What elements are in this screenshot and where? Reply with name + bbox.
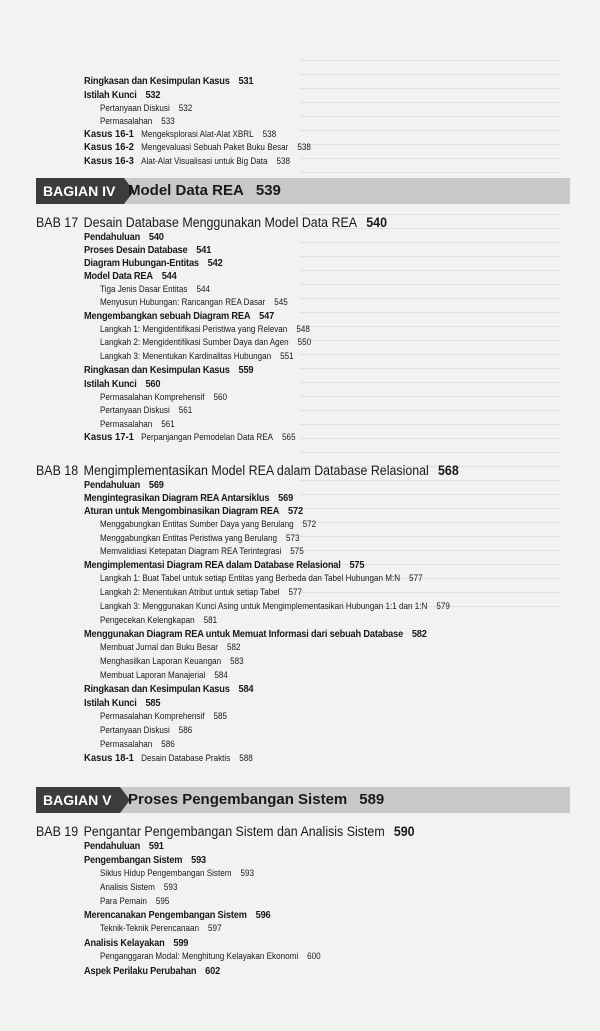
page-number: 540 (366, 215, 387, 230)
toc-entry (100, 547, 304, 556)
entry-title: Menggabungkan Entitas Peristiwa yang Berulang (100, 533, 277, 543)
toc-entry (84, 629, 427, 640)
toc-entry (100, 420, 175, 429)
page-number: 560 (213, 392, 227, 402)
toc-entry (84, 966, 220, 977)
page-number: 550 (297, 337, 312, 347)
entry-title: Pendahuluan (84, 840, 141, 852)
page-number: 540 (148, 231, 164, 243)
part-title-line (128, 787, 384, 813)
toc-entry (100, 338, 311, 347)
entry-title: Mengimplementasikan Model REA dalam Database Relasional (83, 463, 429, 478)
toc-entry (100, 117, 175, 126)
entry-title: Permasalahan (100, 419, 153, 429)
page-number: 538 (262, 129, 277, 139)
page-number: 583 (230, 656, 244, 666)
toc-entry (100, 602, 450, 611)
entry-title: Merencanakan Pengembangan Sistem (84, 909, 247, 921)
toc-entry (100, 298, 288, 307)
toc-entry (100, 712, 227, 721)
entry-title: Penganggaran Modal: Menghitung Kelayakan Ekonomi (100, 951, 299, 961)
toc-entry (100, 643, 240, 652)
entry-title: Siklus Hidup Pengembangan Sistem (100, 868, 232, 878)
page-number: 582 (411, 628, 427, 640)
toc-entry (100, 952, 321, 961)
entry-title: Langkah 3: Menggunakan Kunci Asing untuk Mengimplementasikan Hubungan 1:1 dan 1:N (100, 601, 428, 611)
entry-title: Model Data REA (84, 270, 153, 282)
entry-title: Membuat Jurnal dan Buku Besar (100, 642, 218, 652)
page-number: 599 (173, 937, 189, 949)
entry-title: Diagram Hubungan-Entitas (84, 257, 199, 269)
toc-entry (100, 657, 244, 666)
entry-title: Pertanyaan Diskusi (100, 405, 170, 415)
entry-title: Mengembangkan sebuah Diagram REA (84, 310, 251, 322)
page-number: 602 (205, 965, 221, 977)
entry-title: Pengantar Pengembangan Sistem dan Analisis Sistem (83, 824, 385, 839)
entry-title: Langkah 1: Mengidentifikasi Peristiwa yang Relevan (100, 324, 288, 334)
toc-entry (84, 480, 164, 491)
scanner-watermark (583, 870, 597, 1020)
page-number: 584 (214, 670, 228, 680)
entry-title: Menggunakan Diagram REA untuk Memuat Informasi dari sebuah Database (84, 628, 404, 640)
chapter-heading (36, 216, 387, 230)
entry-title: Istilah Kunci (84, 378, 137, 390)
toc-entry (100, 393, 227, 402)
entry-title: Mengimplementasi Diagram REA dalam Database Relasional (84, 559, 341, 571)
case-entry (84, 142, 311, 153)
case-code: Kasus 16-2 (84, 141, 134, 153)
page-number: 569 (148, 479, 164, 491)
entry-title: Mengintegrasikan Diagram REA Antarsiklus (84, 492, 270, 504)
entry-title: Teknik-Teknik Perencanaan (100, 923, 200, 933)
page-number: 533 (161, 116, 175, 126)
page-number: 591 (148, 840, 164, 852)
entry-title: Langkah 3: Menentukan Kardinalitas Hubungan (100, 351, 272, 361)
case-code: Kasus 18-1 (84, 752, 134, 764)
entry-title: Ringkasan dan Kesimpulan Kasus (84, 683, 230, 695)
entry-title: Menghasilkan Laporan Keuangan (100, 656, 222, 666)
entry-title: Mengevaluasi Sebuah Paket Buku Besar (141, 142, 289, 152)
page-number: 597 (208, 923, 222, 933)
entry-title: Istilah Kunci (84, 89, 137, 101)
entry-title: Permasalahan (100, 116, 153, 126)
toc-entry (100, 285, 210, 294)
part-tag: BAGIAN V (36, 787, 120, 813)
toc-entry (84, 698, 160, 709)
toc-entry (84, 90, 160, 101)
case-entry (84, 129, 276, 140)
toc-entry (100, 671, 228, 680)
toc-entry (100, 325, 310, 334)
page-number: 532 (178, 103, 193, 113)
entry-title: Aturan untuk Mengombinasikan Diagram REA (84, 505, 280, 517)
entry-title: Ringkasan dan Kesimpulan Kasus (84, 364, 230, 376)
toc-entry (84, 938, 188, 949)
toc-entry (84, 379, 160, 390)
part-page: 539 (255, 182, 281, 199)
page-number: 586 (161, 739, 175, 749)
toc-entry (84, 506, 303, 517)
entry-title: Alat-Alat Visualisasi untuk Big Data (141, 156, 268, 166)
toc-entry (100, 869, 254, 878)
page-number: 582 (226, 642, 241, 652)
part-header-5 (36, 787, 570, 813)
page-number: 577 (288, 587, 303, 597)
entry-title: Langkah 1: Buat Tabel untuk setiap Entitas yang Berbeda dan Tabel Hubungan M:N (100, 573, 401, 583)
entry-title: Perpanjangan Pemodelan Data REA (141, 432, 274, 442)
entry-title: Menggabungkan Entitas Sumber Daya yang Berulang (100, 519, 294, 529)
page-number: 575 (290, 546, 304, 556)
page-number: 596 (255, 909, 271, 921)
case-entry (84, 156, 290, 167)
entry-title: Aspek Perilaku Perubahan (84, 965, 197, 977)
page-number: 588 (239, 753, 253, 763)
entry-title: Para Pemain (100, 896, 147, 906)
toc-entry (84, 76, 253, 87)
entry-title: Proses Desain Database (84, 244, 188, 256)
page-number: 585 (145, 697, 161, 709)
toc-entry (100, 534, 299, 543)
entry-title: Tiga Jenis Dasar Entitas (100, 284, 188, 294)
page-number: 559 (238, 364, 254, 376)
toc-entry (100, 740, 175, 749)
case-code: Kasus 16-3 (84, 155, 134, 167)
page-number: 593 (240, 868, 255, 878)
page-number: 600 (307, 951, 321, 961)
page-number: 577 (409, 573, 423, 583)
page-number: 548 (296, 324, 310, 334)
entry-title: Pendahuluan (84, 479, 141, 491)
page-number: 590 (393, 824, 415, 839)
part-tag: BAGIAN IV (36, 178, 124, 204)
page-number: 585 (213, 711, 227, 721)
case-entry (84, 753, 253, 764)
page-number: 572 (288, 505, 303, 517)
toc-entry (84, 841, 164, 852)
entry-title: Menyusun Hubungan: Rancangan REA Dasar (100, 297, 266, 307)
page-number: 531 (238, 75, 254, 87)
page-number: 532 (145, 89, 161, 101)
part-title: Proses Pengembangan Sistem (128, 791, 348, 808)
toc-entry (100, 104, 192, 113)
toc-entry (84, 271, 177, 282)
page-number: 595 (155, 896, 170, 906)
page-number: 561 (161, 419, 175, 429)
toc-entry (100, 616, 217, 625)
toc-entry (100, 897, 169, 906)
entry-title: Pengecekan Kelengkapan (100, 615, 195, 625)
toc-entry (84, 258, 223, 269)
page-number: 545 (274, 297, 288, 307)
chapter-heading (36, 825, 415, 839)
page-number: 541 (196, 244, 212, 256)
entry-title: Langkah 2: Mengidentifikasi Sumber Daya dan Agen (100, 337, 289, 347)
chapter-number: BAB 19 (36, 824, 79, 839)
entry-title: Membuat Laporan Manajerial (100, 670, 206, 680)
page-number: 584 (238, 683, 254, 695)
entry-title: Analisis Kelayakan (84, 937, 165, 949)
entry-title: Langkah 2: Menentukan Atribut untuk setiap Tabel (100, 587, 280, 597)
toc-entry (84, 311, 274, 322)
toc-entry (100, 574, 423, 583)
entry-title: Pertanyaan Diskusi (100, 725, 170, 735)
toc-entry (84, 560, 364, 571)
page-number: 593 (163, 882, 178, 892)
page-number: 581 (203, 615, 218, 625)
entry-title: Ringkasan dan Kesimpulan Kasus (84, 75, 230, 87)
toc-entry (100, 352, 294, 361)
toc-entry (100, 588, 302, 597)
toc-entry (84, 855, 206, 866)
part-header-4 (36, 178, 570, 204)
entry-title: Desain Database Menggunakan Model Data REA (83, 215, 358, 230)
page-number: 575 (349, 559, 365, 571)
part-page: 589 (359, 791, 385, 808)
chapter-number: BAB 18 (36, 463, 79, 478)
page-number: 573 (285, 533, 300, 543)
entry-title: Pendahuluan (84, 231, 141, 243)
entry-title: Memvalidiasi Ketepatan Diagram REA Terintegrasi (100, 546, 282, 556)
chapter-heading (36, 464, 459, 478)
page-number: 547 (259, 310, 275, 322)
page-number: 561 (178, 405, 193, 415)
entry-title: Pengembangan Sistem (84, 854, 183, 866)
page-number: 568 (438, 463, 459, 478)
toc-entry (84, 684, 253, 695)
page-number: 538 (297, 142, 311, 152)
page-number: 565 (282, 432, 296, 442)
entry-title: Analisis Sistem (100, 882, 155, 892)
page-number: 551 (280, 351, 294, 361)
toc-entry (100, 520, 316, 529)
page-number: 593 (191, 854, 207, 866)
page-number: 538 (276, 156, 291, 166)
entry-title: Istilah Kunci (84, 697, 137, 709)
entry-title: Permasalahan Komprehensif (100, 392, 205, 402)
case-code: Kasus 17-1 (84, 431, 134, 443)
part-title-line (128, 178, 281, 204)
entry-title: Pertanyaan Diskusi (100, 103, 170, 113)
part-title: Model Data REA (128, 182, 244, 199)
entry-title: Desain Database Praktis (141, 753, 231, 763)
page-number: 569 (278, 492, 294, 504)
toc-entry (84, 365, 253, 376)
page-number: 542 (207, 257, 223, 269)
entry-title: Mengeksplorasi Alat-Alat XBRL (141, 129, 254, 139)
page-number: 544 (196, 284, 211, 294)
toc-entry (84, 245, 211, 256)
case-code: Kasus 16-1 (84, 128, 134, 140)
toc-entry (84, 493, 293, 504)
page-number: 572 (302, 519, 317, 529)
page-number: 560 (145, 378, 161, 390)
page-number: 579 (436, 601, 450, 611)
toc-entry (84, 232, 164, 243)
case-entry (84, 432, 296, 443)
toc-entry (100, 406, 192, 415)
toc-entry (84, 910, 270, 921)
toc-entry (100, 726, 192, 735)
entry-title: Permasalahan Komprehensif (100, 711, 205, 721)
page-number: 544 (161, 270, 177, 282)
chapter-number: BAB 17 (36, 215, 79, 230)
toc-entry (100, 924, 222, 933)
entry-title: Permasalahan (100, 739, 153, 749)
page-number: 586 (178, 725, 193, 735)
toc-entry (100, 883, 177, 892)
